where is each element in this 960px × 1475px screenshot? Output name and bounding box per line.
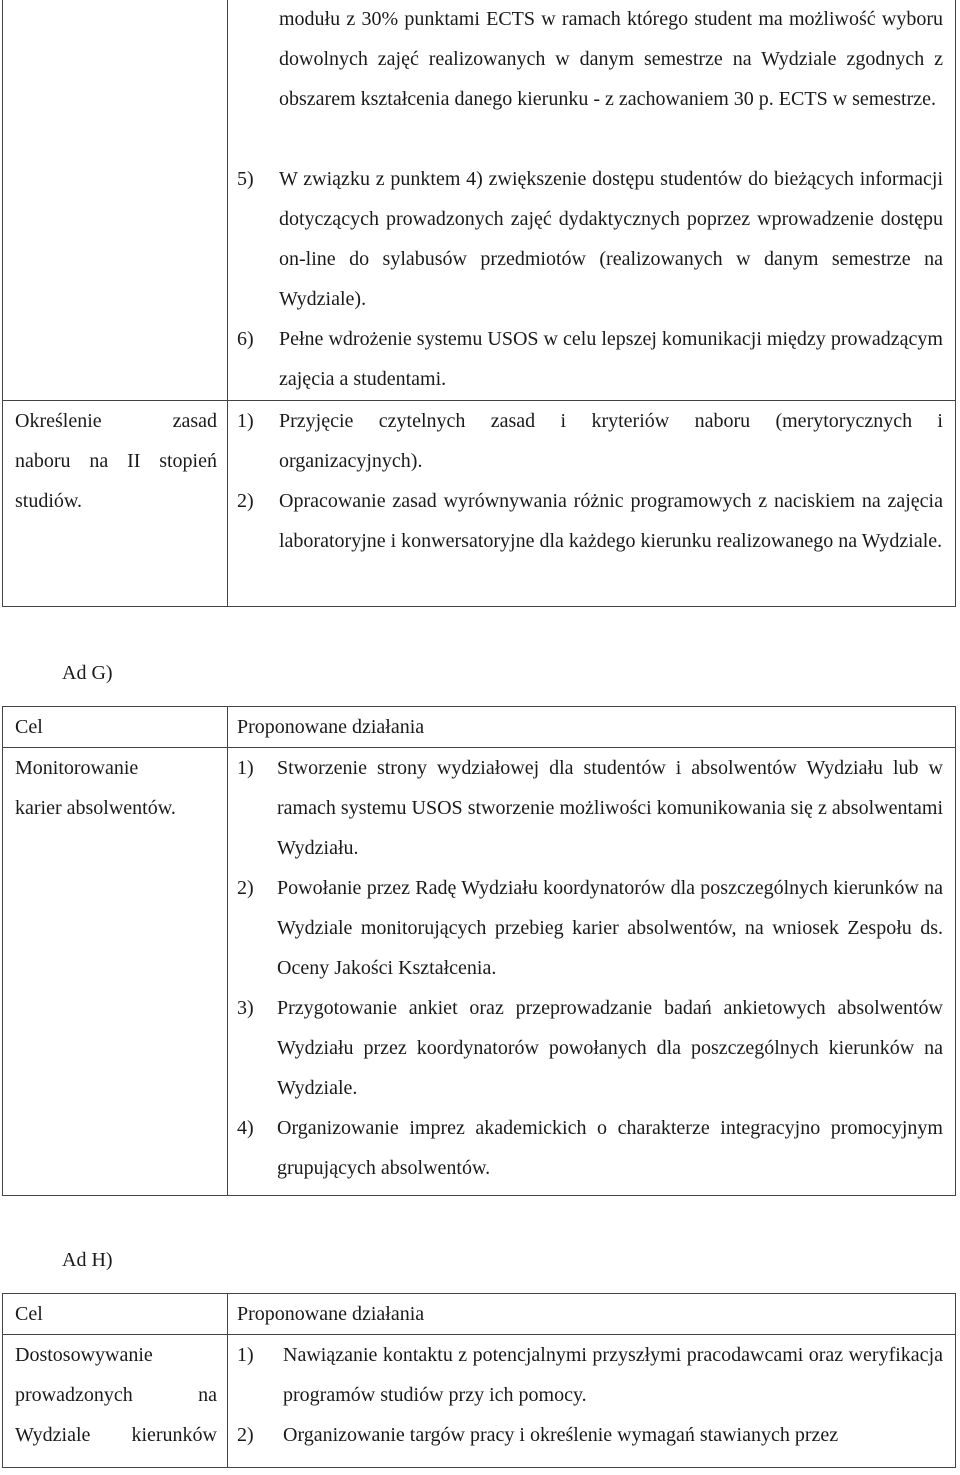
list-item — [237, 1335, 943, 1415]
goal-line — [15, 441, 217, 481]
table-row — [3, 1334, 955, 1475]
goal-word: na — [89, 450, 109, 472]
goal-line: Monitorowanie — [15, 757, 139, 779]
actions-list — [237, 748, 943, 1188]
item-number: 1) — [237, 1344, 254, 1366]
item-text: Opracowanie zasad wyrównywania różnic programowych z naciskiem na zajęcia laboratoryjne i konwersatoryjne dla każdego kierunku realizowanego na Wydziale. — [279, 490, 943, 552]
item-number: 5) — [237, 168, 254, 190]
table-row — [3, 400, 955, 609]
item-text: Pełne wdrożenie systemu USOS w celu lepszej komunikacji między prowadzącym zajęcia a studentami. — [279, 328, 943, 390]
list-item — [237, 1415, 943, 1455]
item-number: 6) — [237, 328, 254, 350]
item-text: Przygotowanie ankiet oraz przeprowadzanie badań ankietowych absolwentów Wydziału przez koordynatorów powołanych dla poszczególnych kierunków na Wydziale. — [277, 997, 943, 1099]
list-item — [237, 401, 943, 481]
item-number: 3) — [237, 997, 254, 1019]
table-section-h — [2, 1293, 956, 1468]
goal-word: prowadzonych — [15, 1384, 133, 1406]
item-number: 4) — [237, 1117, 254, 1139]
goal-line: Dostosowywanie — [15, 1344, 153, 1366]
item-number: 2) — [237, 1424, 254, 1446]
item-text: Nawiązanie kontaktu z potencjalnymi przyszłymi pracodawcami oraz weryfikacja programów studiów przy ich pomocy. — [283, 1344, 943, 1406]
goal-cell — [15, 1335, 217, 1455]
goal-word: Określenie — [15, 410, 102, 432]
goal-word: naboru — [15, 450, 71, 472]
item-number: 1) — [237, 410, 254, 432]
goal-cell — [15, 401, 217, 521]
item-text: Organizowanie imprez akademickich o charakterze integracyjno promocyjnym grupujących absolwentów. — [277, 1117, 943, 1179]
actions-cell — [279, 0, 943, 119]
header-goal: Cel — [15, 716, 43, 738]
actions-list — [237, 159, 943, 399]
header-goal: Cel — [15, 1303, 43, 1325]
item-number: 1) — [237, 757, 254, 779]
actions-list — [237, 1335, 943, 1455]
list-item — [237, 319, 943, 399]
goal-word: zasad — [172, 410, 217, 432]
item-number: 2) — [237, 490, 254, 512]
item-text: W związku z punktem 4) zwiększenie dostępu studentów do bieżących informacji dotyczących prowadzonych zajęć dydaktycznych poprzez wprowadzenie dostępu on-line do sylabusów przedmiotów (realizowanych w danym semestrze na Wydziale). — [279, 168, 943, 310]
table-row — [3, 747, 955, 1196]
header-actions: Proponowane działania — [237, 1303, 425, 1325]
section-label-g: Ad G) — [62, 662, 113, 684]
goal-word: Wydziale — [15, 1424, 91, 1446]
list-item — [237, 159, 943, 319]
goal-word: II — [127, 450, 141, 472]
table-section-g — [2, 706, 956, 1196]
list-item — [237, 1108, 943, 1188]
list-item — [237, 481, 943, 561]
header-actions: Proponowane działania — [237, 716, 425, 738]
item-text: Powołanie przez Radę Wydziału koordynatorów dla poszczególnych kierunków na Wydziale monitorujących przebieg karier absolwentów, na wniosek Zespołu ds. Oceny Jakości Kształcenia. — [277, 877, 943, 979]
actions-list — [237, 401, 943, 561]
list-item — [237, 868, 943, 988]
goal-line — [15, 1375, 217, 1415]
list-item — [237, 748, 943, 868]
goal-line: studiów. — [15, 490, 83, 512]
goal-line: karier absolwentów. — [15, 797, 176, 819]
item-number: 2) — [237, 877, 254, 899]
goal-word: na — [198, 1384, 217, 1406]
item-text: Stworzenie strony wydziałowej dla studentów i absolwentów Wydziału lub w ramach systemu USOS stworzenie możliwości komunikowania się z absolwentami Wydziału. — [277, 757, 943, 859]
section-label-h: Ad H) — [62, 1249, 113, 1271]
continuation-paragraph: modułu z 30% punktami ECTS w ramach którego student ma możliwość wyboru dowolnych zajęć realizowanych w danym semestrze na Wydziale zgodnych z obszarem kształcenia danego kierunku - z zachowaniem 30 p. ECTS w semestrze. — [279, 8, 943, 110]
item-text: Organizowanie targów pracy i określenie wymagań stawianych przez — [283, 1424, 839, 1446]
goal-word: kierunków — [131, 1424, 217, 1446]
table-section-f — [2, 0, 956, 607]
item-text: Przyjęcie czytelnych zasad i kryteriów naboru (merytorycznych i organizacyjnych). — [279, 410, 943, 472]
goal-line — [15, 401, 217, 441]
goal-cell — [15, 748, 217, 828]
list-item — [237, 988, 943, 1108]
goal-word: stopień — [159, 450, 217, 472]
goal-line — [15, 1415, 217, 1455]
